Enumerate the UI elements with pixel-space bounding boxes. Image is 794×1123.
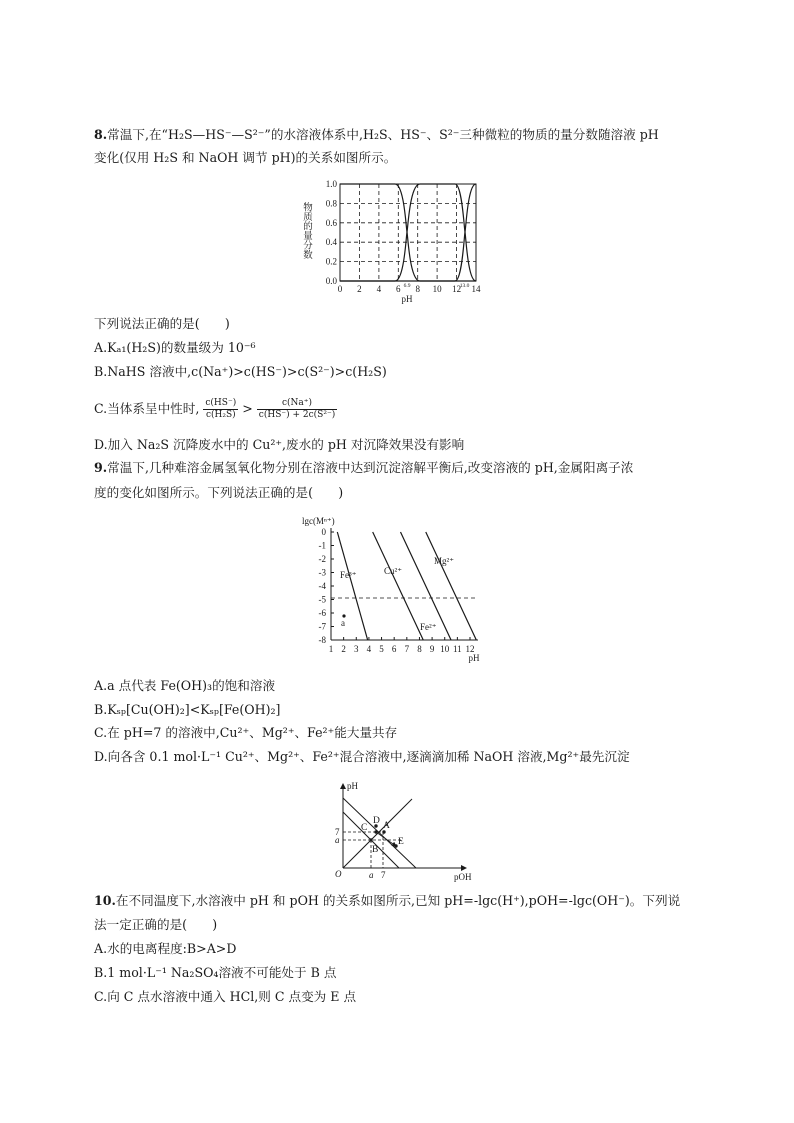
fig2-axes	[331, 528, 478, 640]
q10-stem-2: 法一定正确的是( )	[94, 917, 218, 932]
fig1-ytick: 1.0	[325, 179, 337, 189]
fig2-xtick: 9	[429, 644, 435, 654]
q10-option-c: C.向 C 点水溶液中通入 HCl,则 C 点变为 E 点	[94, 989, 357, 1004]
fig3-label-a: A	[383, 821, 390, 831]
fig1-xtick: 14	[471, 284, 481, 294]
fig2-ytick: -4	[318, 581, 326, 591]
fig1-plot	[340, 184, 476, 281]
q8-number: 8.	[94, 127, 108, 142]
frac1-den: c(H₂S)	[205, 410, 236, 420]
q10-number: 10.	[94, 893, 116, 908]
q8-stem-2: 变化(仅用 H₂S 和 NaOH 调节 pH)的关系如图所示。	[94, 150, 397, 165]
fig1-curve-s2	[340, 184, 476, 281]
fig3-label-c: C	[361, 823, 368, 833]
q8-option-c	[94, 398, 337, 421]
frac1-num: c(HS⁻)	[205, 398, 237, 408]
fig1-note-130: 13.0	[459, 283, 470, 289]
fig1-xtick: 2	[357, 284, 362, 294]
fig1-distribution-chart	[300, 172, 500, 304]
q8-option-d: D.加入 Na₂S 沉降废水中的 Cu²⁺,废水的 pH 对沉降效果没有影响	[94, 437, 465, 452]
fig3-ph-poh-diagram	[326, 780, 476, 884]
fig2-ytick: -7	[318, 621, 326, 632]
fig2-label-a: a	[341, 618, 345, 628]
fig2-xtick: 2	[341, 644, 346, 654]
fig2-ytick: -2	[318, 554, 326, 564]
q10-stem-1: 在不同温度下,水溶液中 pH 和 pOH 的关系如图所示,已知 pH=-lgc(H⁺),pOH=-lgc(OH⁻)。下列说	[115, 893, 681, 908]
fig3-ylabel: pH	[347, 781, 358, 791]
fig1-ytick: 0.4	[325, 237, 337, 248]
q8-option-a: A.Kₐ₁(H₂S)的数量级为 10⁻⁶	[94, 340, 256, 355]
fig2-label-fe3: Fe³⁺	[340, 570, 357, 580]
fig2-ytick: -8	[318, 635, 326, 645]
fig2-ytick: -6	[318, 608, 326, 618]
fig1-xtick: 6	[396, 284, 401, 294]
fig2-ticks	[319, 527, 475, 654]
fig1-ytick: 0.8	[325, 198, 337, 209]
fig1-yticks	[326, 179, 338, 286]
fig3-origin: O	[335, 869, 342, 879]
fig1-xtick: 10	[432, 284, 442, 294]
q10-option-a: A.水的电离程度:B>A>D	[94, 941, 237, 956]
fig1-curve-hs	[340, 184, 476, 281]
fig2-ytick: -1	[318, 540, 326, 551]
fig2-series-line	[373, 532, 424, 640]
fig2-xtick: 1	[328, 644, 334, 654]
fig2-solubility-chart	[298, 512, 498, 664]
fig3-xlabel: pOH	[454, 872, 472, 882]
fig3-point-c	[374, 830, 377, 833]
q8-option-b: B.NaHS 溶液中,c(Na⁺)>c(HS⁻)>c(S²⁻)>c(H₂S)	[94, 364, 387, 379]
fig2-label-cu2: Cu²⁺	[384, 566, 402, 576]
fig1-xlabel: pH	[401, 294, 413, 304]
fig2-ytick: -3	[318, 567, 326, 578]
fig2-xlabel: pH	[468, 653, 480, 663]
q9-option-d: D.向各含 0.1 mol·L⁻¹ Cu²⁺、Mg²⁺、Fe²⁺混合溶液中,逐滴滴加稀 NaOH 溶液,Mg²⁺最先沉淀	[94, 749, 630, 764]
q8-prompt: 下列说法正确的是( )	[94, 316, 230, 331]
fig3-point-b	[369, 838, 372, 841]
q9-option-a: A.a 点代表 Fe(OH)₃的饱和溶液	[94, 678, 276, 693]
q10-option-b: B.1 mol·L⁻¹ Na₂SO₄溶液不可能处于 B 点	[94, 965, 337, 980]
q8-gt: >	[242, 401, 253, 416]
fig3-x7: 7	[381, 870, 386, 880]
q8-fraction-1	[203, 398, 238, 421]
frac2-num: c(Na⁺)	[257, 398, 337, 410]
fig2-xtick: 10	[440, 644, 450, 654]
fig2-xtick: 5	[379, 644, 384, 654]
fig1-xtick: 0	[337, 284, 343, 294]
fig2-lines	[337, 532, 476, 640]
q9-option-b: B.Kₛₚ[Cu(OH)₂]<Kₛₚ[Fe(OH)₂]	[94, 702, 281, 717]
fig2-ytick: 0	[321, 527, 326, 537]
fig1-xtick: 8	[415, 284, 420, 294]
q9-number: 9.	[94, 460, 108, 475]
fig2-xtick: 12	[465, 644, 475, 654]
frac2-den: c(HS⁻) + 2c(S²⁻)	[258, 410, 336, 420]
fig3-ya: a	[335, 835, 340, 845]
fig2-xtick: 4	[366, 644, 372, 654]
fig3-label-b: B	[372, 845, 379, 855]
fig3-label-e: E	[398, 837, 404, 847]
fig2-label-fe2: Fe²⁺	[420, 622, 437, 632]
q9-option-c: C.在 pH=7 的溶液中,Cu²⁺、Mg²⁺、Fe²⁺能大量共存	[94, 725, 398, 740]
fig1-ytick: 0.2	[325, 256, 337, 267]
fig1-v-grid	[359, 184, 456, 281]
fig1-ylabel: 物质的量分数	[301, 202, 311, 259]
fig2-ylabel: lgc(Mⁿ⁺)	[302, 516, 335, 526]
fig1-ytick: 0.0	[325, 276, 337, 286]
fig3-y7: 7	[335, 827, 340, 837]
q10-line1	[94, 892, 680, 910]
fig2-xtick: 8	[417, 644, 422, 654]
q9-stem-1: 常温下,几种难溶金属氢氧化物分别在溶液中达到沉淀溶解平衡后,改变溶液的 pH,金属阳离子浓	[107, 460, 634, 475]
fig2-xtick: 11	[453, 644, 462, 654]
q8-option-c-prefix: C.当体系呈中性时,	[94, 401, 200, 416]
q8-stem-1: 常温下,在“H₂S—HS⁻—S²⁻”的水溶液体系中,H₂S、HS⁻、S²⁻三种微粒的物质的量分数随溶液 pH	[107, 127, 659, 142]
fig3-arrow-ce	[376, 832, 396, 846]
fig3-label-d: D	[373, 816, 380, 826]
q8-fraction-2	[257, 398, 337, 421]
fig3-xa: a	[369, 870, 374, 880]
fig1-note-69: 6.9	[403, 283, 411, 289]
fig1-xtick: 12	[452, 284, 462, 294]
fig1-ytick: 0.6	[325, 217, 337, 228]
fig2-xtick: 7	[404, 644, 410, 654]
fig1-h-grid	[340, 203, 476, 261]
q9-line1	[94, 459, 633, 477]
q8-line1	[94, 126, 659, 144]
fig2-label-mg2: Mg²⁺	[434, 556, 454, 566]
fig2-ytick: -5	[318, 594, 326, 605]
q9-stem-2: 度的变化如图所示。下列说法正确的是( )	[94, 485, 344, 500]
fig2-xtick: 6	[391, 644, 397, 654]
fig2-xtick: 3	[354, 644, 359, 654]
fig1-xtick: 4	[376, 284, 382, 294]
fig1-curve-h2s	[340, 184, 476, 281]
